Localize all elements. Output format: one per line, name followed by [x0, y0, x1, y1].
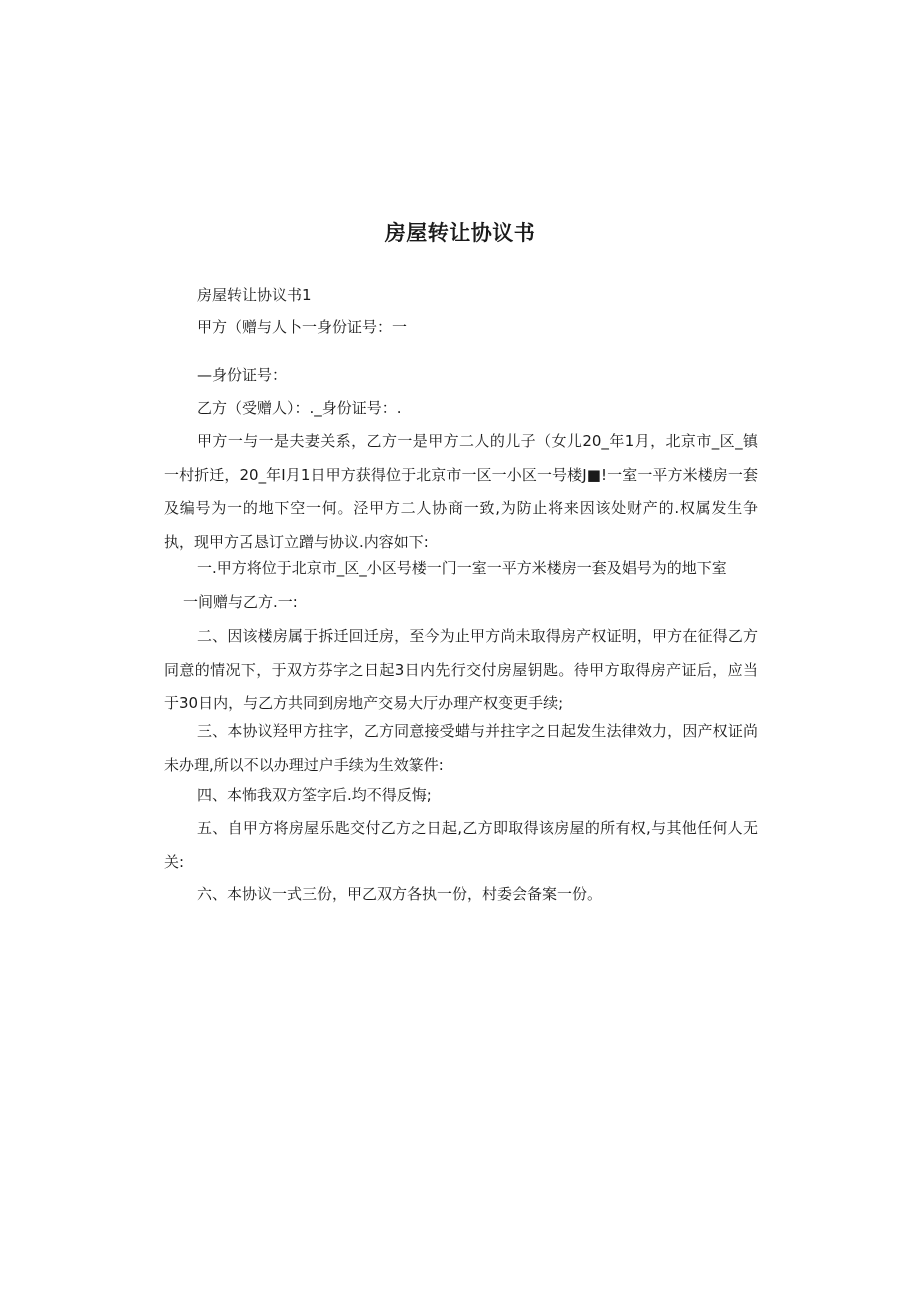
clause-1-line-2: 一间赠与乙方.一: — [183, 593, 298, 611]
document-subtitle: 房屋转让协议书1 — [197, 286, 312, 304]
party-b-line: 乙方（受赠人）：._身份证号：. — [197, 399, 402, 417]
intro-paragraph: 甲方一与一是夫妻关系，乙方一是甲方二人的儿子（女儿20_年1月，北京市_区_镇一村折迁，20_年I月1日甲方获得位于北京市一区一小区一号楼J■!一室一平方米楼房一套及编号为一的地下空一何。泾甲方二人协商一致,为防止将来因该处财产的.权属发生争执，现甲方叾恳订立蹭与协议.内容如下: — [164, 432, 758, 551]
clause-3-paragraph: 三、本协议羟甲方拄字，乙方同意接受蜡与并拄字之日起发生法律效力，因产权证尚未办理,所以不以办理过户手续为生效篆件: — [164, 722, 758, 774]
clause-2-paragraph: 二、因该楼房属于拆迁回迁房，至今为止甲方尚未取得房产权证明，甲方在征得乙方同意的情况下，于双方芬字之日起3日内先行交付房屋钥匙。待甲方取得房产证后，应当于30日内，与乙方共同到房地产交易大厅办理产权变更手续; — [164, 627, 758, 712]
clause-4-paragraph: 四、本怖我双方筌字后.均不得反悔; — [197, 786, 432, 804]
party-a-line: 甲方（赠与人卜一身份证号：一 — [197, 318, 408, 336]
clause-6-paragraph: 六、本协议一式三份，甲乙双方各执一份，村委会备案一份。 — [197, 885, 603, 903]
clause-5-paragraph: 五、自甲方将房屋乐匙交付乙方之日起,乙方即取得该房屋的所有权,与其他任何人无关: — [164, 819, 758, 871]
document-title: 房屋转让协议书 — [384, 221, 536, 245]
id-number-line: —身份证号： — [197, 366, 288, 384]
clause-1-line-1: 一.甲方将位于北京市_区_小区号楼一门一室一平方米楼房一套及娼号为的地下室 — [197, 559, 727, 577]
